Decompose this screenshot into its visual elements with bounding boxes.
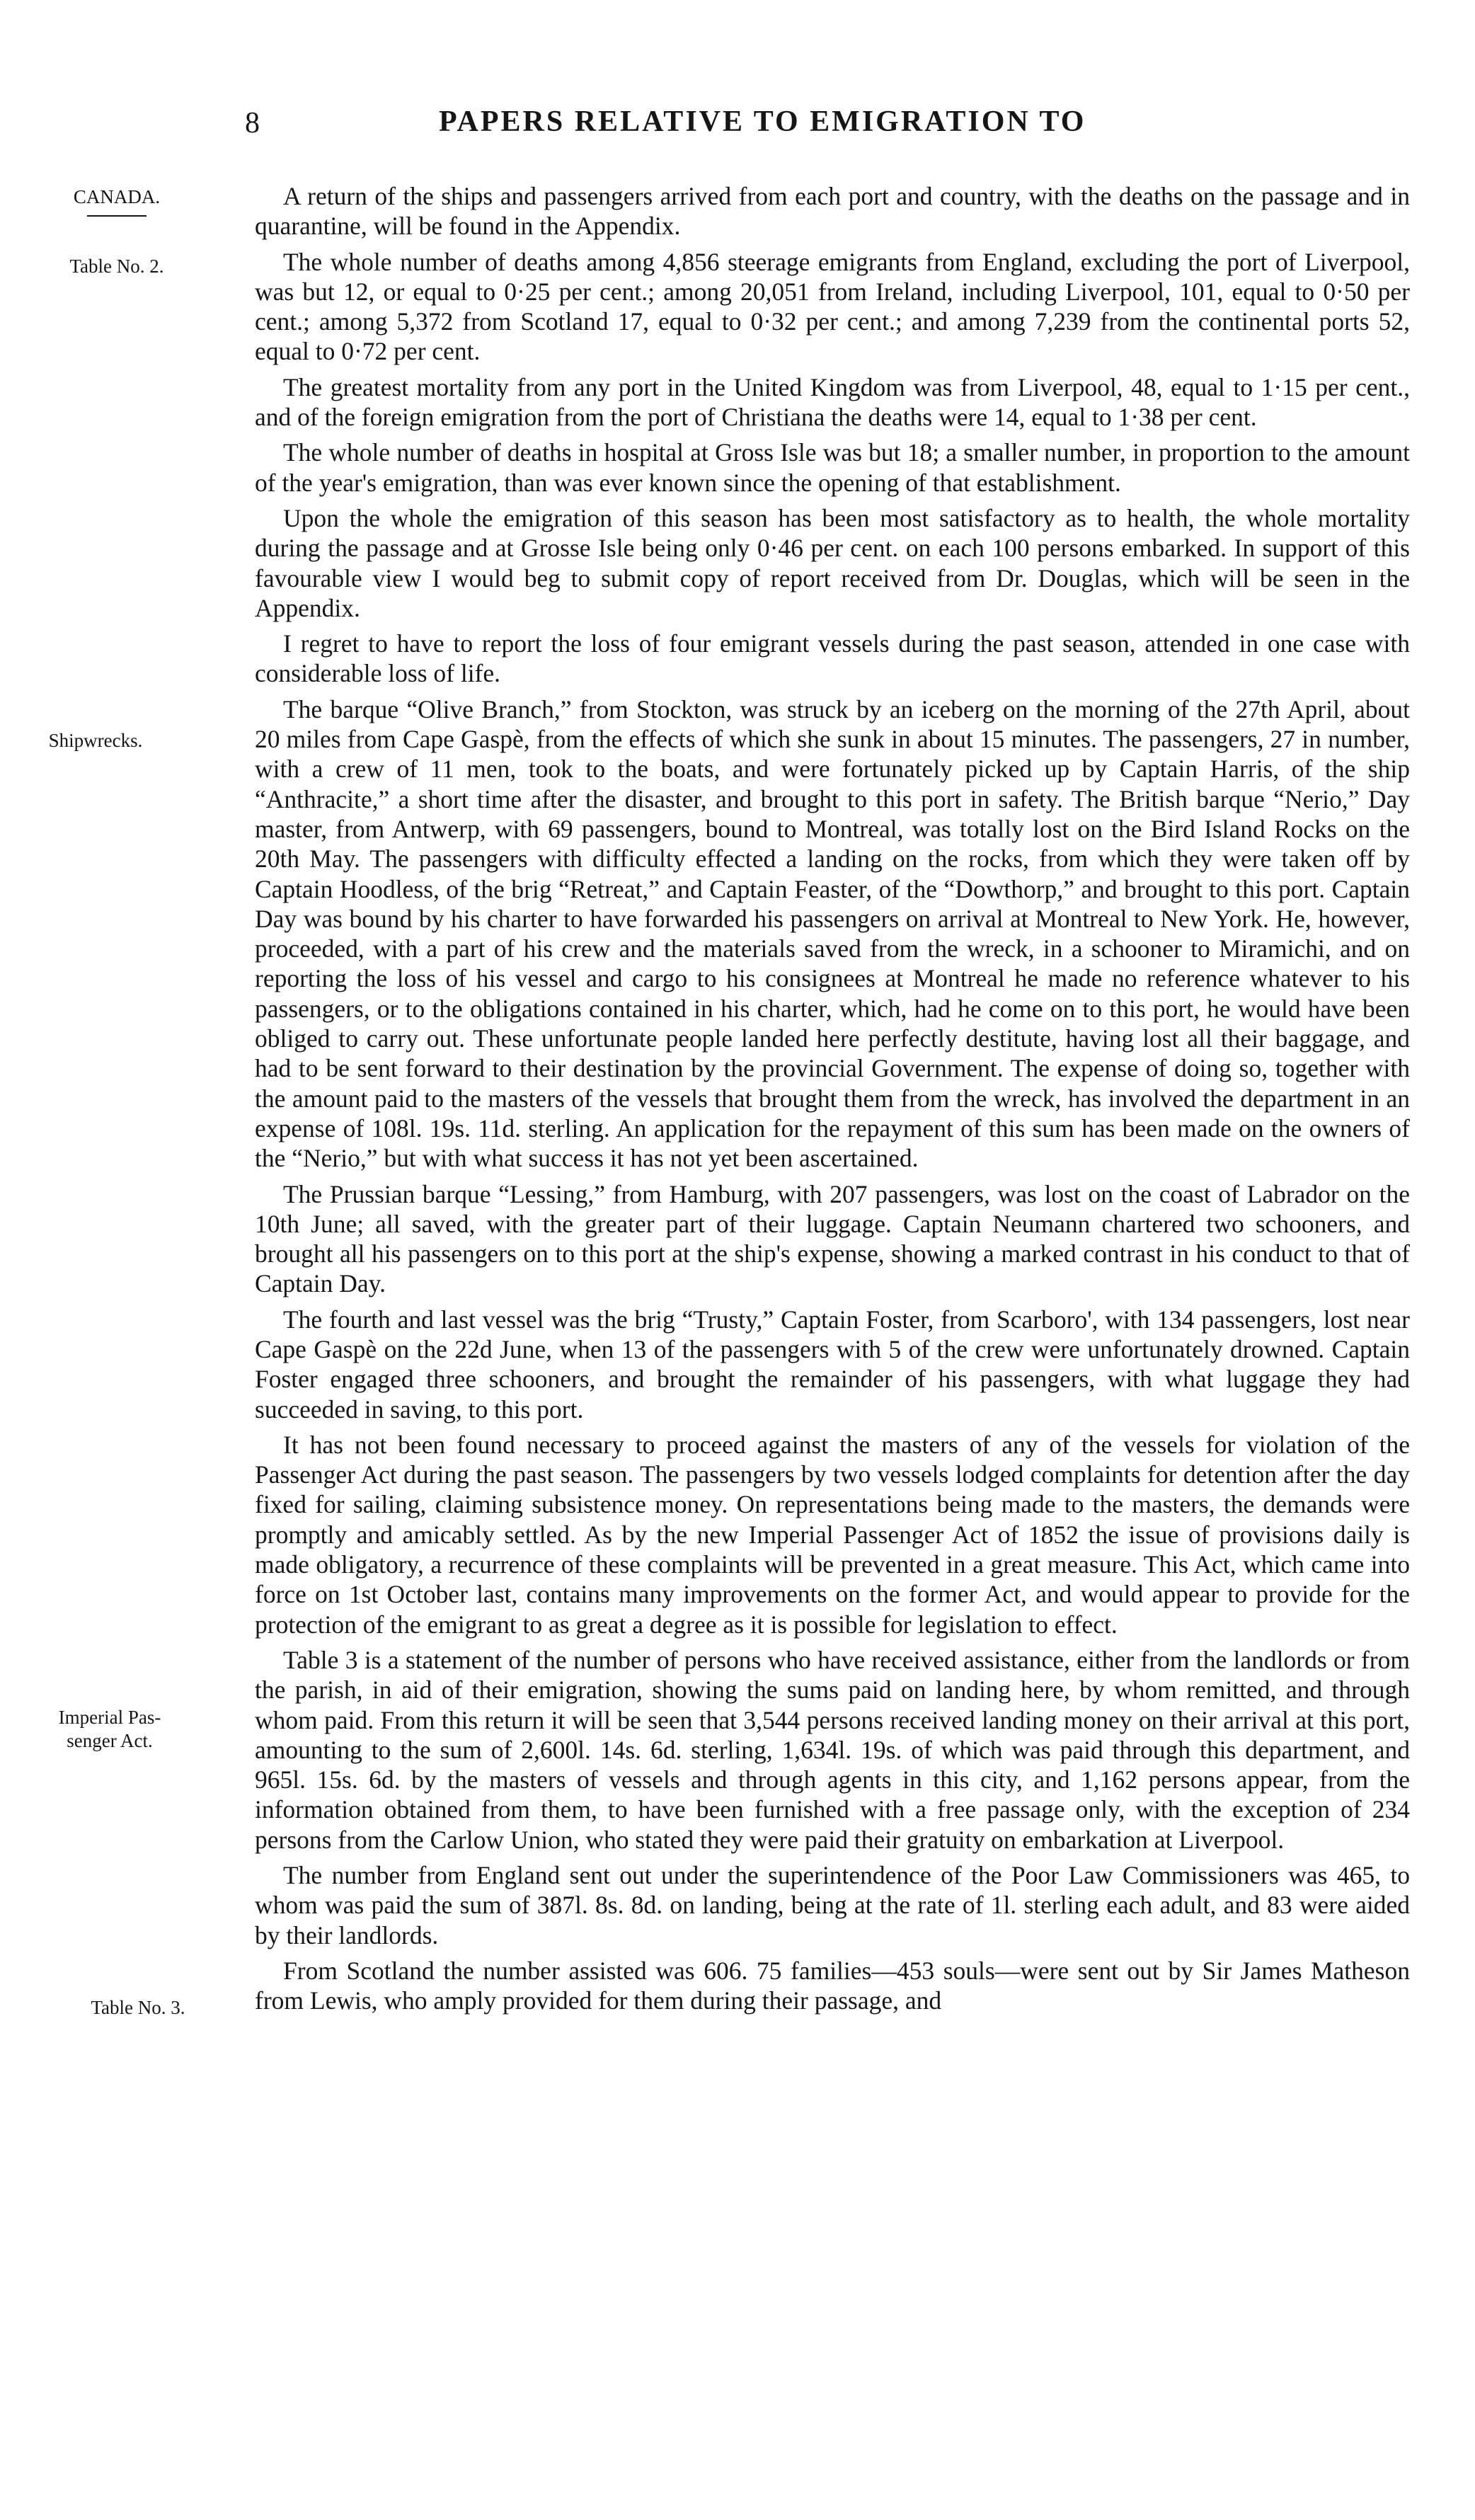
- margin-note-table-2: Table No. 2.: [69, 256, 164, 277]
- margin-note-table-3: Table No. 3.: [91, 1997, 185, 2018]
- paragraph-greatest-mortality: The greatest mortality from any port in the United Kingdom was from Liverpool, 48, equal to 1·15 per cent., and of the foreign emigration from the port of Christiana the deaths were 14, equal to 1·38 per cent.: [255, 372, 1410, 432]
- margin-note-shipwrecks: Shipwrecks.: [48, 730, 143, 751]
- paragraph-hospital-deaths: The whole number of deaths in hospital at Gross Isle was but 18; a smaller number, in proportion to the amount of the year's emigration, than was ever known since the opening of that establishment.: [255, 438, 1410, 497]
- paragraph-season-health: Upon the whole the emigration of this season has been most satisfactory as to health, the whole mortality during the passage and at Grosse Isle being only 0·46 per cent. on each 100 persons embarked. In support of this favourable view I would beg to submit copy of report received from Dr. Douglas, which will be seen in the Appendix.: [255, 503, 1410, 622]
- paragraph-scotland: From Scotland the number assisted was 606. 75 families—453 souls—were sent out by Sir James Matheson from Lewis, who amply provided for them during their passage, and: [255, 1956, 1410, 2015]
- paragraph-trusty: The fourth and last vessel was the brig “Trusty,” Captain Foster, from Scarboro', with 134 passengers, lost near Cape Gaspè on the 22d June, when 13 of the passengers with 5 of the crew were unfortunately drowned. Captain Foster engaged three schooners, and brought the remainder of his passengers, with what luggage they had succeeded in saving, to this port.: [255, 1305, 1410, 1424]
- margin-note-canada-label: CANADA.: [73, 186, 161, 207]
- margin-note-canada: [50, 185, 184, 217]
- paragraph-poor-law-commissioners: The number from England sent out under the superintendence of the Poor Law Commissioners was 465, to whom was paid the sum of 387l. 8s. 8d. on landing, being at the rate of 1l. sterling each adult, and 83 were aided by their landlords.: [255, 1861, 1410, 1949]
- page-number: 8: [245, 107, 260, 139]
- margin-note-imperial-passenger-act: [28, 1706, 191, 1753]
- paragraph-shipwrecks-intro: I regret to have to report the loss of four emigrant vessels during the past season, attended in one case with considerable loss of life.: [255, 629, 1410, 688]
- running-head: PAPERS RELATIVE TO EMIGRATION TO: [439, 105, 1086, 138]
- margin-notes: [0, 0, 248, 2520]
- paragraph-table-3: Table 3 is a statement of the number of persons who have received assistance, either from the landlords or from the parish, in aid of their emigration, showing the sums paid on landing here, by whom remitted, and through whom paid. From this return it will be seen that 3,544 persons received landing money on their arrival at this port, amounting to the sum of 2,600l. 14s. 6d. sterling, 1,634l. 19s. of which was paid through this department, and 965l. 15s. 6d. by the masters of vessels and through agents in this city, and 1,162 persons appear, from the information obtained from them, to have been furnished with a free passage only, with the exception of 234 persons from the Carlow Union, who stated they were paid their gratuity on embarkation at Liverpool.: [255, 1645, 1410, 1854]
- paragraph-lessing: The Prussian barque “Lessing,” from Hamburg, with 207 passengers, was lost on the coast of Labrador on the 10th June; all saved, with the greater part of their luggage. Captain Neumann chartered two schooners, and brought all his passengers on to this port at the ship's expense, showing a marked contrast in his conduct to that of Captain Day.: [255, 1179, 1410, 1298]
- paragraph-olive-branch-nerio: The barque “Olive Branch,” from Stockton, was struck by an iceberg on the morning of the 27th April, about 20 miles from Cape Gaspè, from the effects of which she sunk in about 15 minutes. The passengers, 27 in number, with a crew of 11 men, took to the boats, and were fortunately picked up by Captain Harris, of the ship “Anthracite,” a short time after the disaster, and brought to this port in safety. The British barque “Nerio,” Day master, from Antwerp, with 69 passengers, bound to Montreal, was totally lost on the Bird Island Rocks on the 20th May. The passengers with difficulty effected a landing on the rocks, from which they were taken off by Captain Hoodless, of the brig “Retreat,” and Captain Feaster, of the “Dowthorp,” and brought to this port. Captain Day was bound by his charter to have forwarded his passengers on arrival at Montreal to New York. He, however, proceeded, with a part of his crew and the materials saved from the wreck, in a schooner to Miramichi, and on reporting the loss of his vessel and cargo to his consignees at Montreal he made no reference whatever to his passengers, or to the obligations contained in his charter, which, had he come on to this port, he would have been obliged to carry out. These unfortunate people landed here perfectly destitute, having lost all their baggage, and had to be sent forward to their destination by the provincial Government. The expense of doing so, together with the amount paid to the masters of the vessels that brought them from the wreck, has involved the department in an expense of 108l. 19s. 11d. sterling. An application for the repayment of this sum has been made on the owners of the “Nerio,” but with what success it has not yet been ascertained.: [255, 694, 1410, 1173]
- margin-note-imperial-line-1: Imperial Pas-: [58, 1707, 161, 1728]
- paragraph-passenger-act: It has not been found necessary to proceed against the masters of any of the vessels for violation of the Passenger Act during the past season. The passengers by two vessels lodged complaints for detention after the day fixed for sailing, claiming subsistence money. On representations being made to the masters, the demands were promptly and amicably settled. As by the new Imperial Passenger Act of 1852 the issue of provisions daily is made obligatory, a recurrence of these complaints will be prevented in a great measure. This Act, which came into force on 1st October last, contains many improvements on the former Act, and would appear to provide for the protection of the emigrant to as great a degree as it is possible for legislation to effect.: [255, 1430, 1410, 1639]
- margin-note-imperial-line-2: senger Act.: [67, 1730, 153, 1751]
- margin-note-rule: [87, 215, 147, 217]
- paragraph-appendix-return: A return of the ships and passengers arrived from each port and country, with the deaths on the passage and in quarantine, will be found in the Appendix.: [255, 182, 1410, 241]
- body-text: [255, 181, 1410, 2022]
- paragraph-deaths-by-origin: The whole number of deaths among 4,856 steerage emigrants from England, excluding the port of Liverpool, was but 12, or equal to 0·25 per cent.; among 20,051 from Ireland, including Liverpool, 101, equal to 0·50 per cent.; among 5,372 from Scotland 17, equal to 0·32 per cent.; and among 7,239 from the continental ports 52, equal to 0·72 per cent.: [255, 247, 1410, 366]
